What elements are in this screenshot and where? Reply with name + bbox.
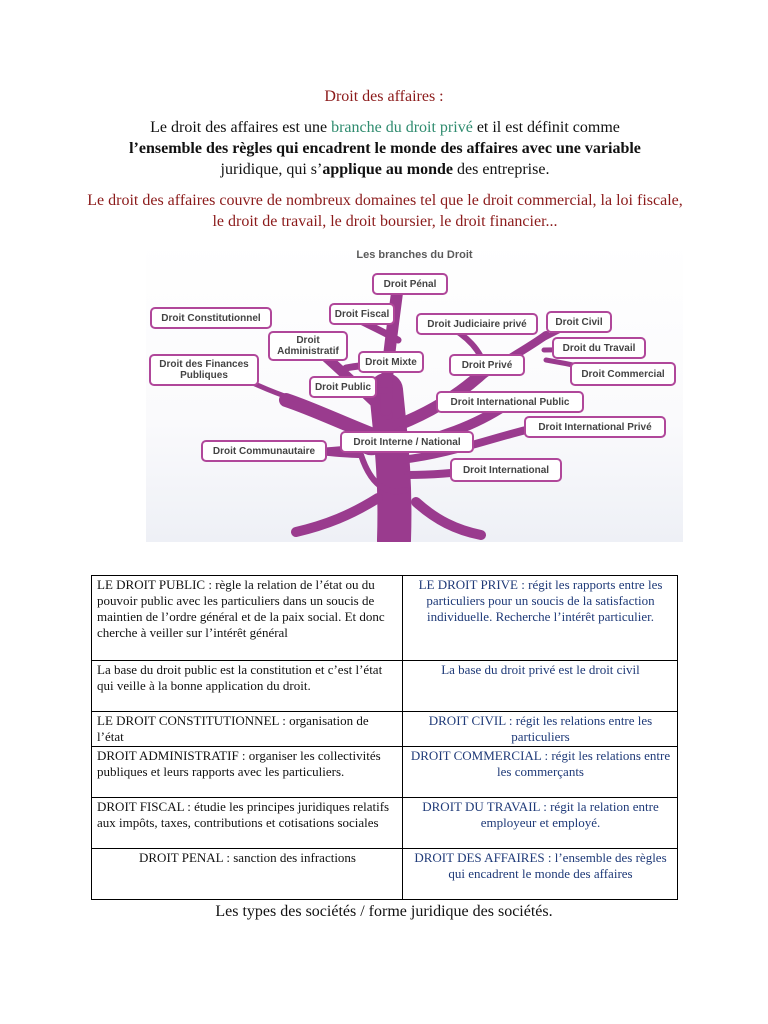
table-cell-base-public: La base du droit public est la constitution et c’est l’état qui veille à la bonne application du droit. (92, 661, 403, 712)
tree-title: Les branches du Droit (356, 249, 473, 261)
table-row (92, 849, 678, 900)
table-cell-constitutionnel: LE DROIT CONSTITUTIONNEL : organisation de l’état (92, 712, 403, 747)
intro-text-2: et il est définit comme (472, 119, 620, 136)
table-row (92, 747, 678, 798)
intro-text-1: Le droit des affaires est une (150, 119, 332, 136)
box-droit-civil: Droit Civil (546, 311, 612, 333)
box-droit-interne-national: Droit Interne / National (340, 431, 474, 453)
footer-heading: Les types des sociétés / forme juridique des sociétés. (215, 903, 553, 920)
intro-definition-bold: l’ensemble des règles qui encadrent le monde des affaires avec une variable (129, 140, 641, 157)
definition-paragraph (90, 117, 680, 180)
table-cell-public: LE DROIT PUBLIC : règle la relation de l’état ou du pouvoir public avec les particuliers dans un soucis de maintien de l’ordre général et de la paix social. Et donc cherche à veiller sur l’intérêt général (92, 576, 403, 661)
box-droit-international-prive: Droit International Privé (524, 416, 666, 438)
intro-highlight-branch: branche du droit privé (331, 119, 473, 136)
table-cell-travail: DROIT DU TRAVAIL : régit la relation entre employeur et employé. (403, 798, 678, 849)
box-droit-communautaire: Droit Communautaire (201, 440, 327, 462)
box-droit-constitutionnel: Droit Constitutionnel (150, 307, 272, 329)
box-droit-public: Droit Public (309, 376, 377, 398)
law-branches-tree (146, 240, 683, 542)
box-droit-penal: Droit Pénal (372, 273, 448, 295)
table-row (92, 661, 678, 712)
box-droit-finances-publiques: Droit des Finances Publiques (149, 354, 259, 386)
law-comparison-table (91, 575, 678, 900)
document-title: Droit des affaires : (324, 88, 444, 105)
table-cell-base-prive: La base du droit privé est le droit civil (403, 661, 678, 712)
box-droit-commercial: Droit Commercial (570, 362, 676, 386)
table-cell-administratif: DROIT ADMINISTRATIF : organiser les collectivités publiques et leurs rapports avec les particuliers. (92, 747, 403, 798)
table-cell-penal: DROIT PENAL : sanction des infractions (92, 849, 403, 900)
table-row (92, 798, 678, 849)
box-droit-judiciaire-prive: Droit Judiciaire privé (416, 313, 538, 335)
intro-bold-applies: applique au monde (322, 161, 454, 178)
box-droit-international-public: Droit International Public (436, 391, 584, 413)
box-droit-administratif: Droit Administratif (268, 331, 348, 361)
intro-text-3: juridique, qui s’ (220, 161, 323, 178)
box-droit-international: Droit International (450, 458, 562, 482)
table-cell-civil: DROIT CIVIL : régit les relations entre les particuliers (403, 712, 678, 747)
table-cell-fiscal: DROIT FISCAL : étudie les principes juridiques relatifs aux impôts, taxes, contributions et cotisations sociales (92, 798, 403, 849)
table-row (92, 712, 678, 747)
intro-text-4: des entreprise. (453, 161, 550, 178)
table-cell-prive: LE DROIT PRIVE : régit les rapports entre les particuliers pour un soucis de la satisfaction individuelle. Recherche l’intérêt particulier. (403, 576, 678, 661)
domains-paragraph: Le droit des affaires couvre de nombreux domaines tel que le droit commercial, la loi fiscale, le droit de travail, le droit boursier, le droit financier... (87, 192, 683, 230)
box-droit-fiscal: Droit Fiscal (329, 303, 395, 325)
box-droit-prive: Droit Privé (449, 354, 525, 376)
box-droit-du-travail: Droit du Travail (552, 337, 646, 359)
box-droit-mixte: Droit Mixte (358, 351, 424, 373)
table-cell-affaires: DROIT DES AFFAIRES : l’ensemble des règles qui encadrent le monde des affaires (403, 849, 678, 900)
table-row (92, 576, 678, 661)
table-cell-commercial: DROIT COMMERCIAL : régit les relations entre les commerçants (403, 747, 678, 798)
